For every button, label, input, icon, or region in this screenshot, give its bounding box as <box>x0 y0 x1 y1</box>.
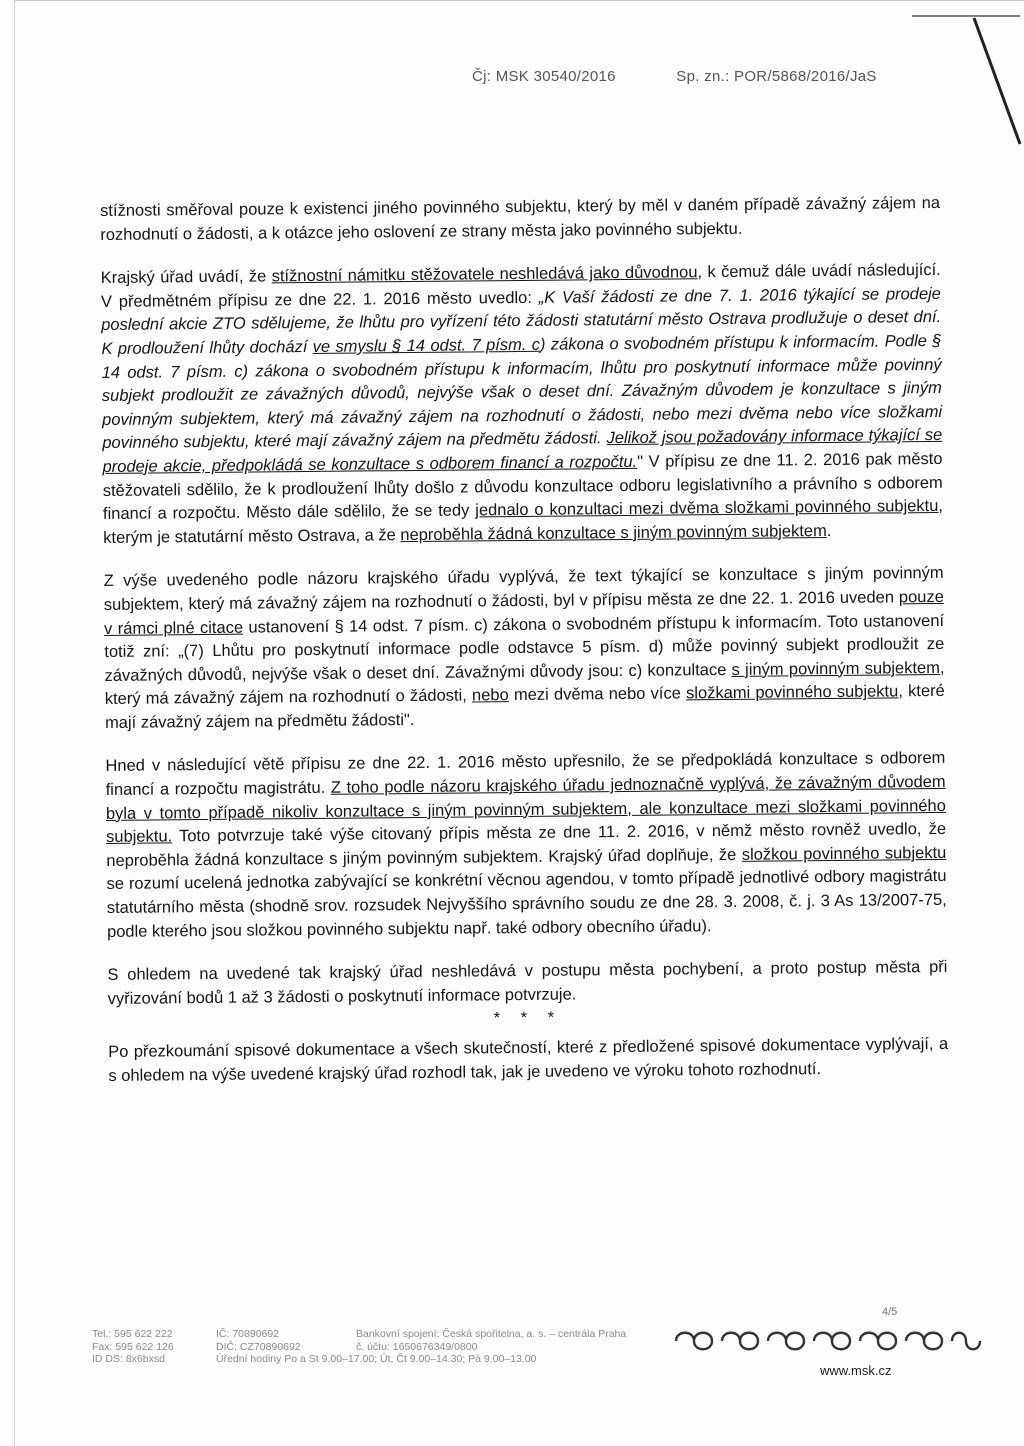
section-separator: * * * <box>493 1009 563 1028</box>
footer-ic: IČ: 70890692 <box>216 1328 280 1340</box>
text-run: , které mají závažný zájem na předmětu žádosti". <box>104 682 945 732</box>
page-number: 4/5 <box>882 1306 898 1318</box>
reference-number: Čj: MSK 30540/2016 <box>472 68 616 85</box>
paragraph-6: Po přezkoumání spisové dokumentace a všech skutečností, které z předložené spisové dokumentace vyplývají, a s ohledem na výše uvedené krajský úřad rozhodl tak, jak je uvedeno ve výroku tohoto rozhodnutí. <box>108 1034 949 1085</box>
text-run: se rozumí ucelená jednotka zabývající se konkrétní věcnou agendou, v tomto případě jednotlivé odbory magistrátu statutárního města (shodně srov. rozsudek Nejvyššího správního soudu ze dne 28. 3. 2008, č. j. 3 As 13/2007-75, podle kterého jsou složkou povinného subjektu např. také odbory obecního úřadu). <box>106 867 947 941</box>
document-header <box>472 68 980 85</box>
page-edge-top <box>14 0 1024 1</box>
footer-databox: ID DS: 8x6bxsd <box>92 1353 165 1365</box>
quoted-text: „K Vaší žádosti ze dne 7. 1. 2016 týkající se prodeje poslední akcie ZTO sdělujeme, že lhůtu pro vyřízení této žádosti statutární město Ostrava prodlužuje o deset dní. K prodloužení lhůty dochází <box>101 284 942 358</box>
text-run: Hned v následující větě přípisu ze dne 22. 1. 2016 město upřesnilo, že se předpokládá konzultace s odborem financí a rozpočtu magistrátu. <box>105 749 946 800</box>
underlined-text: nebo <box>471 686 509 705</box>
underlined-text: s jiným povinným subjektem <box>731 658 941 679</box>
text-run: , kterým je statutární město Ostrava, a že <box>103 497 944 547</box>
underlined-quoted-text: ve smyslu § 14 odst. 7 písm. c <box>312 335 541 356</box>
paragraph-3 <box>104 562 946 735</box>
text-run: mezi dvěma nebo více <box>508 684 687 705</box>
underlined-text: složkou povinného subjektu <box>741 843 947 864</box>
document-body <box>100 192 949 1108</box>
underlined-text: neproběhla žádná konzultace s jiným povinným subjektem <box>400 521 827 544</box>
footer-fax: Fax: 595 622 126 <box>92 1340 174 1353</box>
underlined-text: jednalo o konzultaci mezi dvěma složkami povinného subjektu <box>475 497 939 520</box>
text-run: , který má závažný zájem na rozhodnutí o žádosti, <box>104 658 945 709</box>
underlined-text: Z toho podle názoru krajského úřadu jednoznačně vyplývá, že závažným důvodem byla v tomto případě nikoliv konzultace s jiným povinným subjektem, ale konzultace mezi složkami povinného subjektu. <box>105 772 946 847</box>
footer-dic: DIČ: CZ70890692 <box>216 1340 301 1353</box>
paragraph-1: stížnosti směřoval pouze k existenci jiného povinného subjektu, který by měl v daném případě závažný zájem na rozhodnutí o žádosti, a k otázce jeho oslovení ze strany města jako povinného subjektu. <box>100 193 941 244</box>
underlined-text: stížnostní námitku stěžovatele neshledává jako důvodnou <box>271 263 698 286</box>
text-run: ustanovení § 14 odst. 7 písm. c) zákona o svobodném přístupu k informacím. Toto ustanovení totiž zní: „(7) Lhůtu pro poskytnutí informace podle odstavce 5 písm. d) může povinný subjekt prodloužit ze závažných důvodů, nejvýše však o deset dní. Závažnými důvody jsou: c) konzultace <box>104 611 945 685</box>
page-edge-left <box>14 0 15 1446</box>
quoted-text: ) zákona o svobodném přístupu k informacím. Podle § 14 odst. 7 písm. c) zákona o svobodném přístupu k informacím, lhůtu pro poskytnutí informace může povinný subjekt prodloužit ze závažných důvodů, nejvýše však o deset dní. Závažným důvodem je konzultace s jiným povinným subjektem, který má závažný zájem na rozhodnutí o žádosti, nebo mezi dvěma nebo více složkami povinného subjektu, které mají závažný zájem na předmětu žádosti. <box>101 331 943 453</box>
paragraph-4 <box>105 747 947 944</box>
underlined-text: složkami povinného subjektu <box>685 682 899 703</box>
text-run: Krajský úřad uvádí, že <box>100 267 272 288</box>
folded-corner-mark <box>904 14 1024 164</box>
text-run: " V přípisu ze dne 11. 2. 2016 pak město stěžovateli sdělilo, že k prodloužení lhůty došlo z důvodu konzultace odboru legislativního a právního s odborem financí a rozpočtu. Město dále sdělilo, že se tedy <box>102 449 943 524</box>
text-run: Z výše uvedeného podle názoru krajského úřadu vyplývá, že text týkající se konzultace s jiným povinným subjektem, který má závažný zájem na rozhodnutí o žádosti, byl v přípisu města ze dne 22. 1. 2016 uveden <box>103 564 944 614</box>
footer-website: www.msk.cz <box>820 1363 892 1378</box>
footer-bank <box>356 1328 626 1353</box>
footer-hours: Úřední hodiny Po a St 9.00–17.00; Út, Čt 9.00–14.30; Pá 9.00–13.00 <box>216 1353 537 1365</box>
region-logo-icon <box>672 1326 984 1356</box>
paragraph-5: S ohledem na uvedené tak krajský úřad neshledává v postupu města pochybení, a proto postup města při vyřizování bodů 1 až 3 žádosti o poskytnutí informace potvrzuje. <box>107 958 948 1008</box>
text-run: . <box>826 521 832 540</box>
paragraph-2 <box>101 259 944 550</box>
text-run: Toto potvrzuje také výše citovaný přípis města ze dne 11. 2. 2016, v němž město rovněž uvedlo, že neproběhla žádná konzultace s jiným povinným subjektem. Krajský úřad doplňuje, že <box>106 820 947 870</box>
footer-bank-name: Bankovní spojení: Česká spořitelna, a. s. – centrála Praha <box>356 1328 627 1340</box>
footer-contact <box>92 1328 174 1366</box>
footer-account: č. účtu: 1650676349/0800 <box>356 1340 478 1353</box>
text-run: , k čemuž dále uvádí následující. V předmětném přípisu ze dne 22. 1. 2016 město uvedlo: <box>100 261 941 311</box>
underlined-quoted-text: Jelikož jsou požadovány informace týkající se prodeje akcie, předpokládá se konzultace s odborem financí a rozpočtu. <box>102 426 943 476</box>
underlined-text: pouze v rámci plné citace <box>104 587 944 638</box>
file-number: Sp. zn.: POR/5868/2016/JaS <box>676 68 877 85</box>
footer-tel: Tel.: 595 622 222 <box>92 1328 173 1340</box>
